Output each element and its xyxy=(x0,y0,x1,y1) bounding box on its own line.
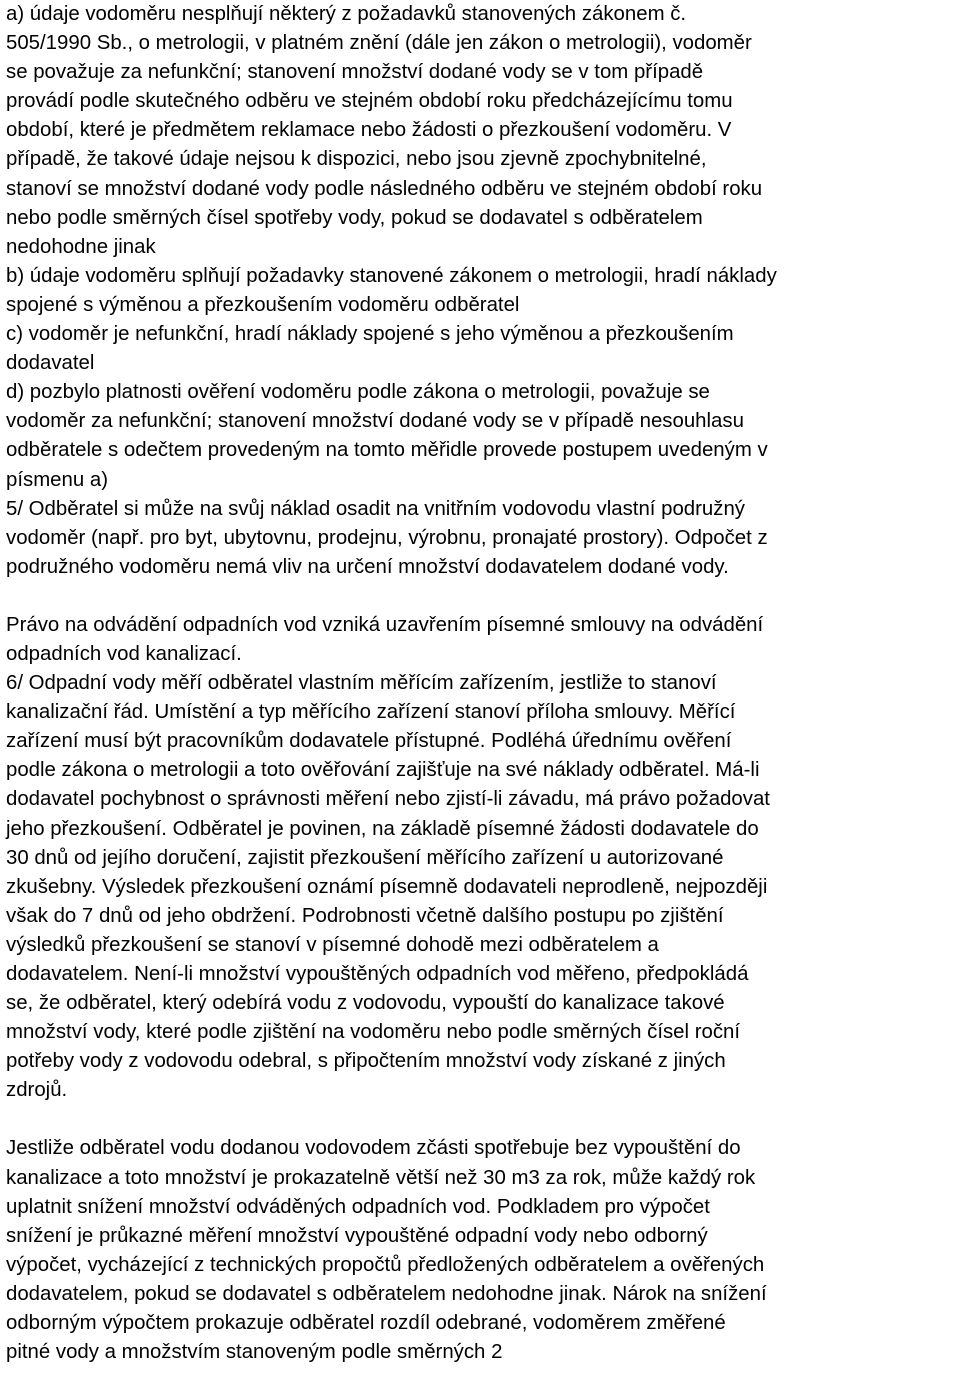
text-line: zkušebny. Výsledek přezkoušení oznámí písemně dodavateli neprodleně, nejpozději xyxy=(6,875,768,898)
text-line: kanalizace a toto množství je prokazatelně větší než 30 m3 za rok, může každý rok xyxy=(6,1166,756,1189)
paragraph-gap xyxy=(6,1105,954,1134)
text-line: a) údaje vodoměru nesplňují některý z požadavků stanovených zákonem č. xyxy=(6,3,687,25)
text-line: zdrojů. xyxy=(6,1079,68,1102)
text-line: c) vodoměr je nefunkční, hradí náklady spojené s jeho výměnou a přezkoušením xyxy=(6,323,734,346)
text-line: se, že odběratel, který odebírá vodu z vodovodu, vypouští do kanalizace takové xyxy=(6,992,725,1015)
paragraph-para-d xyxy=(6,378,954,582)
paragraph-para-c xyxy=(6,320,954,378)
text-line: nedohodne jinak xyxy=(6,235,156,258)
text-line: odpadních vod kanalizací. xyxy=(6,642,242,665)
text-line: však do 7 dnů od jeho obdržení. Podrobnosti včetně dalšího postupu po zjištění xyxy=(6,904,724,927)
paragraph-gap xyxy=(6,582,954,611)
text-line: podružného vodoměru nemá vliv na určení množství dodavatelem dodané vody. xyxy=(6,555,729,578)
text-line: snížení je průkazné měření množství vypouštěné odpadní vody nebo odborný xyxy=(6,1224,708,1247)
text-line: výpočet, vycházející z technických propočtů předložených odběratelem a ověřených xyxy=(6,1253,765,1276)
text-line: odběratele s odečtem provedeným na tomto měřidle provede postupem uvedeným v xyxy=(6,439,768,462)
paragraph-para-b xyxy=(6,262,954,320)
text-line: dodavatelem, pokud se dodavatel s odběratelem nedohodne jinak. Nárok na snížení xyxy=(6,1282,767,1305)
paragraph-para-a xyxy=(6,0,954,262)
text-line: písmenu a) xyxy=(6,468,109,491)
text-line: dodavatel pochybnost o správnosti měření nebo zjistí-li závadu, má právo požadovat xyxy=(6,788,770,811)
text-line: vodoměr za nefunkční; stanovení množství dodané vody se v případě nesouhlasu xyxy=(6,410,744,433)
text-line: Jestliže odběratel vodu dodanou vodovodem zčásti spotřebuje bez vypouštění do xyxy=(6,1137,741,1160)
text-line: potřeby vody z vodovodu odebral, s připočtením množství vody získané z jiných xyxy=(6,1050,726,1073)
text-line: d) pozbylo platnosti ověření vodoměru podle zákona o metrologii, považuje se xyxy=(6,381,710,404)
paragraph-para-pravo xyxy=(6,611,954,1106)
text-line: případě, že takové údaje nejsou k dispozici, nebo jsou zjevně zpochybnitelné, xyxy=(6,148,707,171)
text-line: zařízení musí být pracovníkům dodavatele přístupné. Podléhá úřednímu ověření xyxy=(6,730,732,753)
text-line: dodavatel xyxy=(6,352,95,375)
text-line: období, které je předmětem reklamace nebo žádosti o přezkoušení vodoměru. V xyxy=(6,119,732,142)
text-line: dodavatelem. Není-li množství vypouštěných odpadních vod měřeno, předpokládá xyxy=(6,963,749,985)
text-line: 505/1990 Sb., o metrologii, v platném znění (dále jen zákon o metrologii), vodoměr xyxy=(6,32,752,55)
text-line: 6/ Odpadní vody měří odběratel vlastním měřícím zařízením, jestliže to stanoví xyxy=(6,672,717,695)
text-line: spojené s výměnou a přezkoušením vodoměru odběratel xyxy=(6,293,520,316)
text-line: jeho přezkoušení. Odběratel je povinen, na základě písemné žádosti dodavatele do xyxy=(6,817,759,840)
text-line: výsledků přezkoušení se stanoví v písemné dohodě mezi odběratelem a xyxy=(6,933,659,956)
text-line: se považuje za nefunkční; stanovení množství dodané vody se v tom případě xyxy=(6,61,704,84)
text-line: provádí podle skutečného odběru ve stejném období roku předcházejícímu tomu xyxy=(6,90,733,113)
text-line: stanoví se množství dodané vody podle následného odběru ve stejném období roku xyxy=(6,177,763,200)
text-line: kanalizační řád. Umístění a typ měřícího zařízení stanoví příloha smlouvy. Měřící xyxy=(6,701,736,724)
text-line: uplatnit snížení množství odváděných odpadních vod. Podkladem pro výpočet xyxy=(6,1195,710,1218)
paragraph-para-jestlize xyxy=(6,1134,954,1367)
text-line: b) údaje vodoměru splňují požadavky stanovené zákonem o metrologii, hradí náklady xyxy=(6,264,777,287)
text-line: odborným výpočtem prokazuje odběratel rozdíl odebrané, vodoměrem změřené xyxy=(6,1312,726,1335)
text-line: 5/ Odběratel si může na svůj náklad osadit na vnitřním vodovodu vlastní podružný xyxy=(6,497,746,520)
text-line: vodoměr (např. pro byt, ubytovnu, prodejnu, výrobnu, pronajaté prostory). Odpočet z xyxy=(6,526,768,549)
text-line: množství vody, které podle zjištění na vodoměru nebo podle směrných čísel roční xyxy=(6,1021,741,1044)
text-line: nebo podle směrných čísel spotřeby vody, pokud se dodavatel s odběratelem xyxy=(6,206,703,229)
text-line: 30 dnů od jejího doručení, zajistit přezkoušení měřícího zařízení u autorizované xyxy=(6,846,724,869)
text-line: Právo na odvádění odpadních vod vzniká uzavřením písemné smlouvy na odvádění xyxy=(6,613,764,636)
text-line: podle zákona o metrologii a toto ověřování zajišťuje na své náklady odběratel. Má-li xyxy=(6,759,760,782)
text-line: pitné vody a množstvím stanoveným podle směrných 2 xyxy=(6,1341,503,1364)
